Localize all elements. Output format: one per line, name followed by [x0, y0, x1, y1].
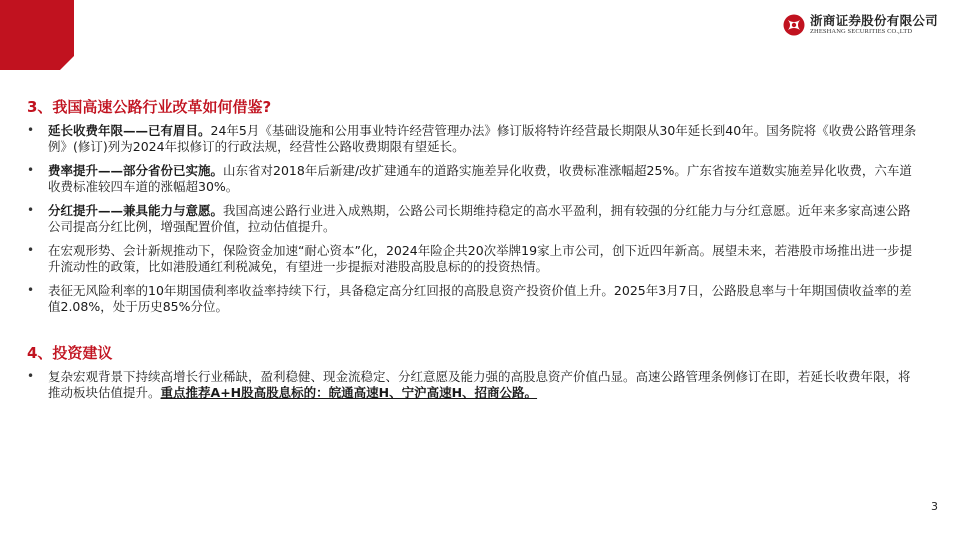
bullet-text: 24年5月《基础设施和公用事业特许经营管理办法》修订版将特许经营最长期限从30年延长到40年。国务院将《收费公路管理条例》(修订)列为2024年拟修订的行政法规，经营性公路收费期限有望延长。	[48, 123, 917, 154]
section-4-bullet-list	[27, 369, 917, 400]
bullet-lead: 延长收费年限——已有眉目。	[48, 123, 211, 138]
bullet-lead: 费率提升——部分省份已实施。	[48, 163, 224, 178]
brand-logo	[783, 14, 938, 36]
key-recommendation: 重点推荐A+H股高股息标的：皖通高速H、宁沪高速H、招商公路。	[160, 384, 538, 400]
bullet-bond-yield-spread	[27, 283, 917, 314]
zheshang-securities-logo-icon	[783, 14, 805, 36]
brand-name-cn: 浙商证券股份有限公司	[809, 12, 938, 28]
bullet-insurance-capital	[27, 243, 917, 274]
bullet-lead: 分红提升——兼具能力与意愿。	[48, 203, 224, 218]
bullet-text: 表征无风险利率的10年期国债利率收益率持续下行，具备稳定高分红回报的高股息资产投资价值上升。2025年3月7日，公路股息率与十年期国债收益率的差值2.08%，处于历史85%分位。	[48, 283, 912, 314]
brand-name-en: ZHESHANG SECURITIES CO.,LTD	[809, 28, 913, 35]
section-3-heading: 3、我国高速公路行业改革如何借鉴?	[27, 98, 272, 116]
section-4-heading: 4、投资建议	[27, 344, 113, 362]
bullet-text: 山东省对2018年后新建/改扩建通车的道路实施差异化收费，收费标准涨幅超25%。广东省按车道数实施差异化收费，六车道收费标准较四车道的涨幅超30%。	[48, 163, 912, 194]
page-number: 3	[931, 500, 938, 513]
bullet-investment-recommendation	[27, 369, 917, 400]
bullet-text: 在宏观形势、会计新规推动下，保险资金加速“耐心资本”化，2024年险企共20次举牌19家上市公司，创下近四年新高。展望未来，若港股市场推出进一步提升流动性的政策，比如港股通红利税减免，有望进一步提振对港股高股息标的的投资热情。	[48, 243, 913, 274]
bullet-dividend-increase	[27, 203, 917, 234]
slide-content	[27, 96, 917, 409]
bullet-text: 我国高速公路行业进入成熟期，公路公司长期维持稳定的高水平盈利，拥有较强的分红能力与分红意愿。近年来多家高速公路公司提高分红比例，增强配置价值，拉动估值提升。	[48, 203, 911, 234]
bullet-text: 复杂宏观背景下持续高增长行业稀缺，盈利稳健、现金流稳定、分红意愿及能力强的高股息资产价值凸显。高速公路管理条例修订在即，若延长收费年限，将推动板块估值提升。	[48, 369, 911, 400]
section-3-bullet-list	[27, 123, 917, 314]
bullet-rate-increase	[27, 163, 917, 194]
bullet-extend-toll-period	[27, 123, 917, 154]
corner-decoration	[0, 0, 74, 70]
